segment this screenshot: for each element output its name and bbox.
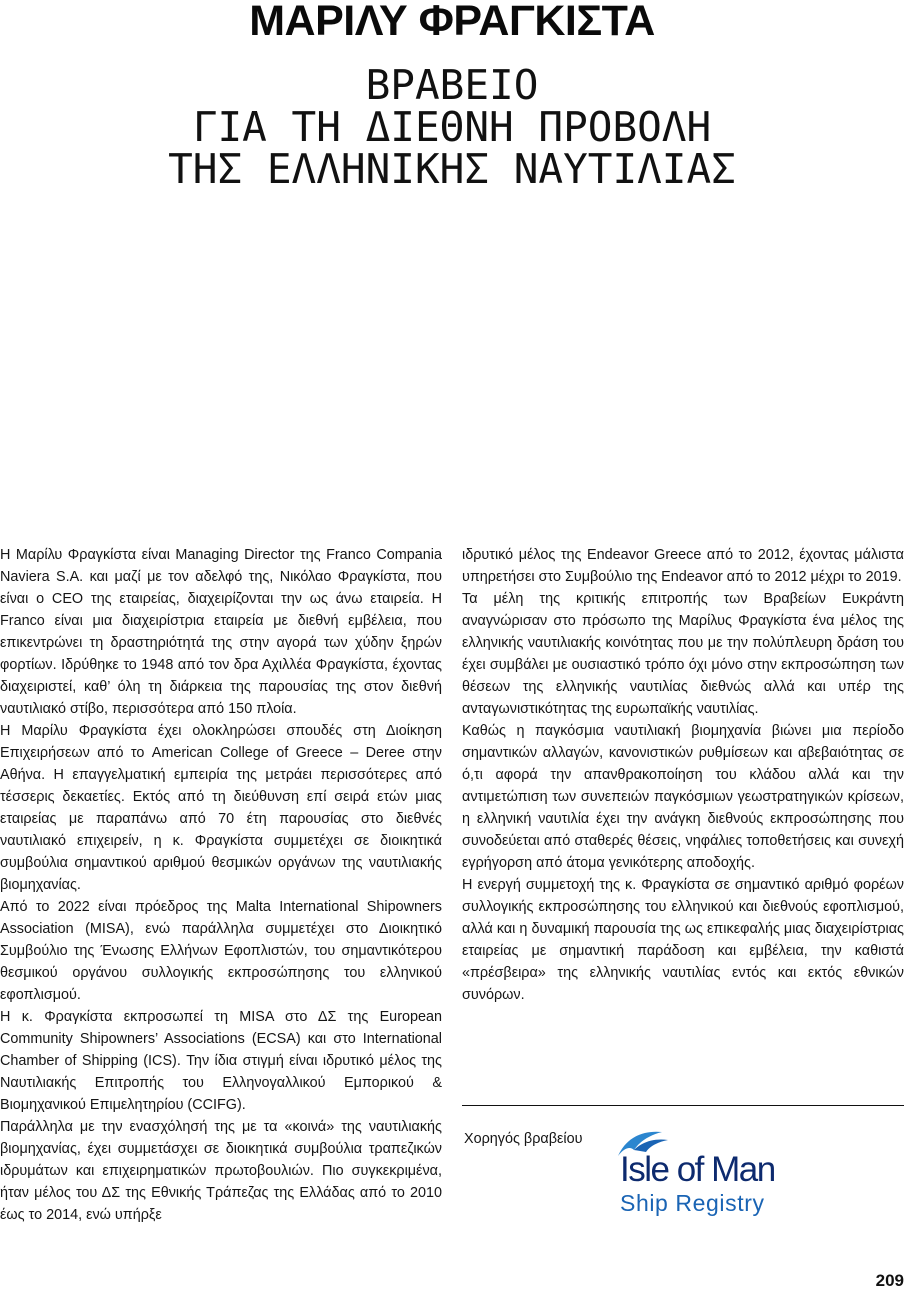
body-paragraph: Η Μαρίλυ Φραγκίστα είναι Managing Director της Franco Compania Naviera S.A. και μαζί με τον αδελφό της, Νικόλαο Φραγκίστα, που είναι ο CEO της εταιρείας, διαχειρίζονται την ως άνω εταιρεία. Η Franco είναι μια διαχειρίστρια εταιρεία με διεθνή εμβέλεια, που επικεντρώνει τη δραστηριότητά της στην αγορά των χύδην ξηρών φορτίων. Ιδρύθηκε το 1948 από τον δρα Αχιλλέα Φραγκίστα, έχοντας διαχειριστεί, καθ’ όλη τη διάρκεια της παρουσίας της στον διεθνή ναυτιλιακό στίβο, περισσότερα από 150 πλοία. (0, 547, 442, 717)
honoree-name: ΜΑΡΙΛΥ ΦΡΑΓΚΙΣΤΑ (249, 0, 655, 45)
sponsor-logo (612, 1126, 792, 1226)
logo-main-text: Isle of Man (620, 1150, 775, 1189)
body-paragraph: Η ενεργή συμμετοχή της κ. Φραγκίστα σε σημαντικό αριθμό φορέων συλλογικής εκπροσώπησης του ελληνικού και διεθνούς εφοπλισμού, αλλά και η δυναμική παρουσία της ως επικεφαλής μιας διαχειρίστριας εταιρείας με σημαντική παράδοση και εμβέλεια, την καθιστά «πρέσβειρα» της ελληνικής ναυτιλίας εντός και εκτός εθνικών συνόρων. (462, 877, 904, 1003)
body-paragraph: Τα μέλη της κριτικής επιτροπής των Βραβείων Ευκράντη αναγνώρισαν στο πρόσωπο της Μαρίλυς Φραγκίστα ένα μέλος της ελληνικής ναυτιλιακής κοινότητας που με την πολύπλευρη δράση του έχει συμβάλει με ουσιαστικό τρόπο όχι μόνο στην εκπροσώπηση των θέσεων της ελληνικής ναυτιλίας διεθνώς αλλά και υπέρ της ανταγωνιστικότητας της ευρωπαϊκής ναυτιλίας. (462, 591, 904, 717)
logo-sub-text: Ship Registry (620, 1190, 765, 1216)
award-title-line: ΓΙΑ ΤΗ ΔΙΕΘΝΗ ΠΡΟΒΟΛΗ (192, 103, 712, 151)
award-title-line: ΒΡΑΒΕΙΟ (365, 61, 539, 109)
body-paragraph: ιδρυτικό μέλος της Endeavor Greece από το 2012, έχοντας μάλιστα υπηρετήσει στο Συμβούλιο της Endeavor από το 2012 μέχρι το 2019. (462, 547, 904, 585)
body-paragraph: Παράλληλα με την ενασχόλησή της με τα «κοινά» της ναυτιλιακής βιομηχανίας, έχει συμμετάσχει σε διοικητικά συμβούλια τραπεζικών ιδρυμάτων και επιχειρηματικών πρωτοβουλιών. Πιο συγκεκριμένα, ήταν μέλος του ΔΣ της Εθνικής Τράπεζας της Ελλάδας από το 2010 έως το 2014, ενώ υπήρξε (0, 1119, 442, 1223)
body-paragraph: Η Μαρίλυ Φραγκίστα έχει ολοκληρώσει σπουδές στη Διοίκηση Επιχειρήσεων από το American College of Greece – Deree στην Αθήνα. Η επαγγελματική εμπειρία της μετράει περισσότερες από τέσσερις δεκαετίες. Εκτός από τη διεύθυνση επί σειρά ετών μιας εταιρείας με παραπάνω από 70 έτη παρουσίας στο διεθνές ναυτιλιακό επιχειρείν, η κ. Φραγκίστα συμμετέχει σε διοικητικά συμβούλια σημαντικού αριθμού θεσμικών οργάνων της ναυτιλιακής βιομηχανίας. (0, 723, 442, 893)
sponsor-label: Χορηγός βραβείου (464, 1131, 583, 1147)
body-paragraph: Καθώς η παγκόσμια ναυτιλιακή βιομηχανία βιώνει μια περίοδο σημαντικών αλλαγών, κανονιστικών ρυθμίσεων και αβεβαιότητας σε ό,τι αφορά την απανθρακοποίηση του κλάδου αλλά και την αντιμετώπιση των συνεπειών παγκόσμιων γεωστρατηγικών κρίσεων, η ελληνική ναυτιλία έχει την ανάγκη διεθνούς εκπροσώπησης που συνοδεύεται από σταθερές θέσεις, νηφάλιες τοποθετήσεις και συνεχή εγρήγορση από άτομα γενικότερης αποδοχής. (462, 723, 904, 871)
right-column (462, 544, 904, 1006)
page-number: 209 (875, 1271, 904, 1290)
body-paragraph: Από το 2022 είναι πρόεδρος της Malta International Shipowners Association (MISA), ενώ παράλληλα συμμετέχει στο Διοικητικό Συμβούλιο της Ένωσης Ελλήνων Εφοπλιστών, του σημαντικότερου θεσμικού οργάνου συλλογικής εκπροσώπησης του ελληνικού εφοπλισμού. (0, 899, 442, 1003)
body-paragraph: Η κ. Φραγκίστα εκπροσωπεί τη MISA στο ΔΣ της European Community Shipowners’ Associations (ECSA) και στο International Chamber of Shipping (ICS). Την ίδια στιγμή είναι ιδρυτικό μέλος της Ναυτιλιακής Επιτροπής του Ελληνογαλλικού Εμπορικού & Βιομηχανικού Επιμελητηρίου (CCIFG). (0, 1009, 442, 1113)
section-divider (462, 1105, 904, 1106)
left-column (0, 544, 442, 1226)
award-title (0, 61, 904, 193)
award-title-line: ΤΗΣ ΕΛΛΗΝΙΚΗΣ ΝΑΥΤΙΛΙΑΣ (168, 145, 736, 193)
